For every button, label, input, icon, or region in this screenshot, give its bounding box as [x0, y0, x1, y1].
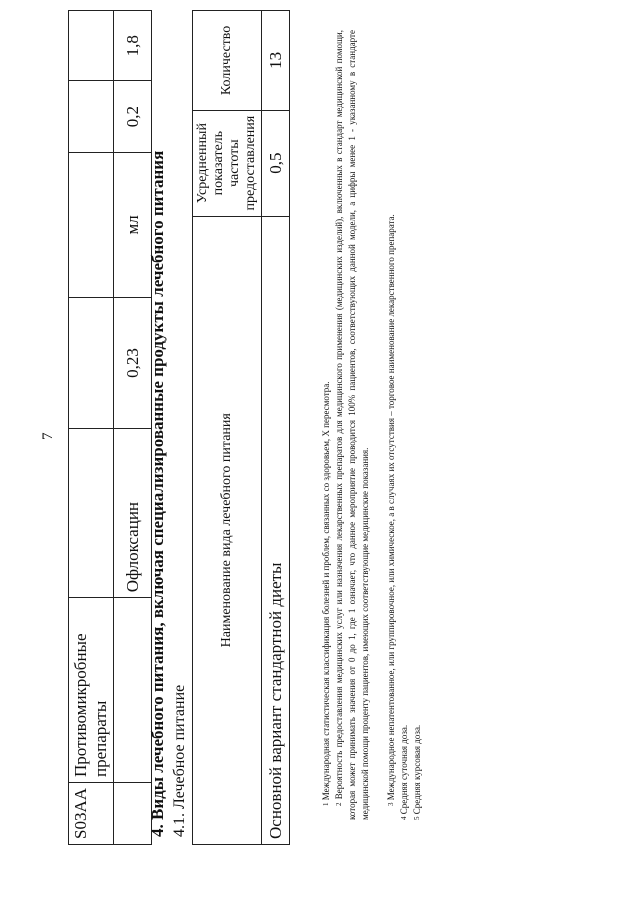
diet-frequency-cell: 0,5 — [262, 110, 290, 216]
header-name: Наименование вида лечебного питания — [193, 216, 262, 844]
drug-table — [68, 10, 152, 845]
subsection-heading: 4.1. Лечебное питание — [171, 684, 188, 837]
nutrition-table — [192, 10, 290, 845]
header-frequency: Усредненный показатель частоты предоставления — [193, 110, 262, 216]
unit-cell: мл — [114, 152, 152, 297]
footnote-3: $^3$ Международное непатентованное, или группировочное, или химическое, а в случаях их отсутствия – торговое наименование лекарственного препарата. — [386, 214, 396, 806]
diet-quantity-cell: 13 — [262, 11, 290, 111]
drug-group-cell: Противомикробные препараты — [69, 598, 114, 783]
frequency-cell: 0,23 — [114, 297, 152, 428]
table-row — [262, 11, 290, 845]
atc-code-cell: S03AA — [69, 782, 114, 844]
table-row — [114, 11, 152, 845]
page-number: 7 — [40, 432, 56, 440]
drug-name-cell: Офлоксацин — [114, 429, 152, 598]
diet-name-cell: Основной вариант стандартной диеты — [262, 216, 290, 844]
footnote-4: $^4$ Средняя суточная доза. — [399, 724, 409, 820]
header-quantity: Количество — [193, 11, 262, 111]
section-heading: 4. Виды лечебного питания, включая специализированные продукты лечебного питания — [148, 150, 167, 837]
table-row — [69, 11, 114, 845]
sdd-cell: 0,2 — [114, 81, 152, 152]
footnote-2: $^2$ Вероятность предоставления медицинских услуг или назначения лекарственных препаратов для медицинского применения (медицинских изделий), включенных в стандарт медицинской помощи, которая может принимать значения от 0 до 1, где 1 означает, что данное мероприятие проводится 100% пациентов, соответствующих данной модели, а цифры менее 1 - указанному в стандарте медицинской помощи проценту пациентов, имеющих соответствующие медицинские показания. — [334, 30, 370, 820]
skd-cell: 1,8 — [114, 11, 152, 81]
footnote-1: $^1$ Международная статистическая классификация болезней и проблем, связанных со здоровьем, X пересмотра. — [321, 381, 331, 806]
footnote-5: $^5$ Средняя курсовая доза. — [412, 724, 422, 820]
table-header-row — [193, 11, 262, 845]
